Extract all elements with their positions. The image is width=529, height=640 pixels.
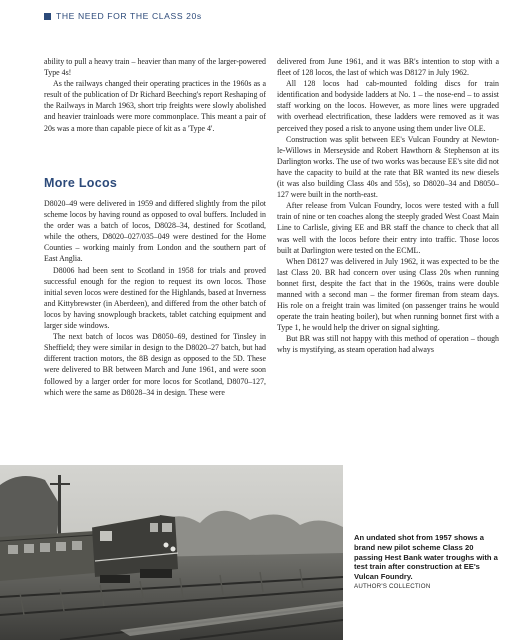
- left-column-top: [44, 56, 266, 134]
- paragraph: ability to pull a heavy train – heavier than many of the larger-powered Type 4s!: [44, 57, 266, 78]
- locomotive-photo-image: [0, 465, 343, 640]
- photo-credit: AUTHOR'S COLLECTION: [354, 583, 431, 590]
- header-title: THE NEED FOR THE CLASS 20s: [56, 11, 202, 21]
- paragraph: D8020–49 were delivered in 1959 and differed slightly from the pilot scheme locos by having round as opposed to oval buffers. Included in the order was a batch of locos, D8028–34, destined for Scotland, while the others, D8020–027/035–049 were destined for the Home Counties – working mainly from London and the southern part of East Anglia.: [44, 199, 266, 264]
- paragraph: delivered from June 1961, and it was BR's intention to stop with a fleet of 128 locos, the last of which was D8127 in July 1962.: [277, 57, 499, 78]
- paragraph: All 128 locos had cab-mounted folding discs for train identification and bodyside ladders at No. 1 – the nose-end – to assist staff working on the locos. However, as more lines were upgraded with overhead electrification, these ladders were removed as it was perceived they posed a risk to anyone using them under live OLE.: [277, 79, 499, 133]
- photo-caption: An undated shot from 1957 shows a brand new pilot scheme Class 20 passing Hest Bank water troughs with a test train after construction at EE's Vulcan Foundry.: [354, 533, 498, 582]
- header-square-icon: [44, 13, 51, 20]
- paragraph: D8006 had been sent to Scotland in 1958 for trials and proved successful enough for the region to request its own locos. Those initial seven locos were destined for the Highlands, based at Inverness and Kittybrewster (in Aberdeen), and differed from the other batch of locos by having snowplough brackets, tablet catching equipment and larger side windows.: [44, 265, 266, 331]
- paragraph: After release from Vulcan Foundry, locos were tested with a full train of nine or ten coaches along the steeply graded West Coast Main Line to Carlisle, giving EE and BR staff the chance to check that all was well with the locos before their entry into traffic. Those locos built at Darlington were tested on the ECML.: [277, 201, 499, 255]
- paragraph: The next batch of locos was D8050–69, destined for Tinsley in Sheffield; they were similar in design to the D8020–27 batch, but had different traction motors, the 8B design as opposed to the 5D. These were delivered to BR between March and June 1961, and were soon followed by a larger order for more locos for Scotland, D8070–127, which were the same as D8028–34 in design. These were: [44, 332, 266, 397]
- locomotive-photo: [0, 465, 343, 640]
- paragraph: When D8127 was delivered in July 1962, it was expected to be the last Class 20. BR had concern over using Class 20s when running bonnet first, despite the fact that in the 1960s, trains were double manned with a second man – the former fireman from steam days. His role on a freight train was limited (on passenger trains he would operate the train heating boiler), but when running bonnet first with a Type 1, he would help the driver on signal sighting.: [277, 256, 499, 333]
- left-column-bottom: [44, 198, 266, 398]
- paragraph: Construction was split between EE's Vulcan Foundry at Newton-le-Willows in Merseyside and Robert Hawthorn & Stephenson at its Darlington works. The use of two works was because EE's site did not have the capacity to build at the rate that BR wanted its new diesels (it was also building Class 40s and 55s), so D8020–34 and D8050–127 were built in the north-east.: [277, 134, 499, 200]
- running-header: [44, 10, 202, 22]
- paragraph: As the railways changed their operating practices in the 1960s as a result of the publication of Dr Richard Beeching's report Reshaping of the Railways in March 1963, short trip freights were slowly abolished and heavier trainloads were more commonplace. This meant a pair of 20s was a more than capable piece of kit as a 'Type 4'.: [44, 79, 266, 133]
- paragraph: But BR was still not happy with this method of operation – though why is mystifying, as steam operation had always: [277, 334, 499, 355]
- right-column: [277, 56, 499, 356]
- section-heading: More Locos: [44, 176, 118, 190]
